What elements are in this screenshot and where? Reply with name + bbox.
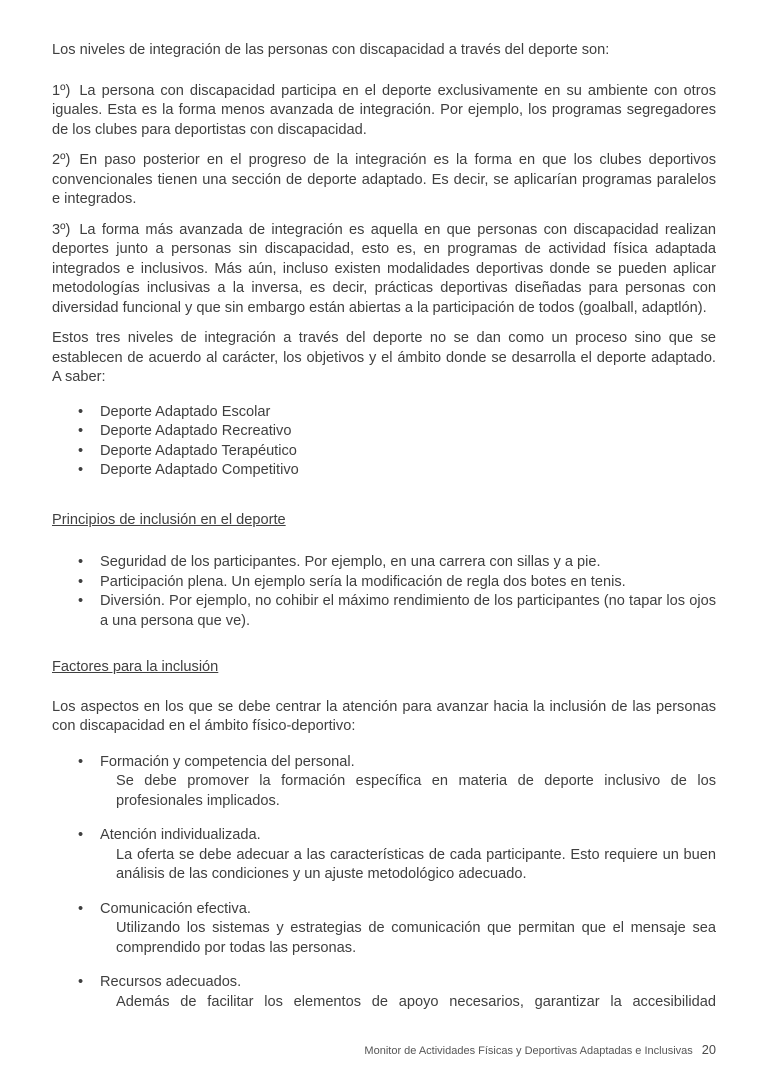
list-item-label: Diversión. Por ejemplo, no cohibir el máximo rendimiento de los participantes (no tapar los ojos a una persona que ve). xyxy=(100,593,716,629)
factor-item xyxy=(52,973,716,1012)
bullet-icon: • xyxy=(78,753,84,770)
bullet-icon: • xyxy=(78,462,84,478)
factors-intro-paragraph: Los aspectos en los que se debe centrar la atención para avanzar hacia la inclusión de las personas con discapacidad en el ámbito físico-deportivo: xyxy=(52,698,716,734)
ordinal-marker: 2º) xyxy=(52,152,71,168)
factor-description: Se debe promover la formación específica en materia de deporte inclusivo de los profesionales implicados. xyxy=(116,773,716,809)
bullet-icon: • xyxy=(78,593,84,609)
factor-body xyxy=(100,826,716,885)
list-item-label: Deporte Adaptado Terapéutico xyxy=(100,442,297,459)
level-paragraph-1 xyxy=(52,82,716,141)
factor-title: Formación y competencia del personal. xyxy=(100,753,355,770)
factors-list xyxy=(52,753,716,1013)
principles-list xyxy=(52,553,716,631)
factor-description: Utilizando los sistemas y estrategias de comunicación que permitan que el mensaje sea comprendido por todas las personas. xyxy=(116,920,716,956)
factor-title: Recursos adecuados. xyxy=(100,974,242,990)
summary-paragraph: Estos tres niveles de integración a través del deporte no se dan como un proceso sino que se establecen de acuerdo al carácter, los objetivos y el ámbito donde se desarrolla el deporte adaptado. A saber: xyxy=(52,330,716,385)
list-item-label: Seguridad de los participantes. Por ejemplo, en una carrera con sillas y a pie. xyxy=(100,554,601,570)
list-item xyxy=(52,592,716,631)
factor-body xyxy=(100,753,716,812)
list-item xyxy=(52,573,716,593)
footer-title: Monitor de Actividades Físicas y Deportivas Adaptadas e Inclusivas xyxy=(364,1045,693,1057)
list-item xyxy=(52,442,716,462)
list-item-label: Deporte Adaptado Competitivo xyxy=(100,462,299,478)
sport-types-list xyxy=(52,403,716,481)
principles-heading: Principios de inclusión en el deporte xyxy=(52,511,286,528)
list-item xyxy=(52,461,716,481)
level-paragraph-text: La forma más avanzada de integración es aquella en que personas con discapacidad realizan deportes junto a personas sin discapacidad, esto es, en programas de actividad física adaptada integrados e inclusivos. Más aún, incluso existen modalidades deportivas donde se pueden aplicar metodologías inclusivas a la inversa, es decir, prácticas deportivas diseñadas para personas con diversidad funcional y que sin embargo están abiertas a la participación de todos (goalball, adaptlón). xyxy=(52,221,716,316)
list-item xyxy=(52,403,716,423)
factor-body xyxy=(100,900,716,959)
bullet-icon: • xyxy=(78,900,84,917)
factor-item xyxy=(52,900,716,959)
ordinal-marker: 1º) xyxy=(52,82,71,99)
ordinal-marker: 3º) xyxy=(52,221,71,238)
bullet-icon: • xyxy=(78,554,84,570)
list-item xyxy=(52,553,716,573)
page-footer xyxy=(364,1043,716,1058)
intro-paragraph: Los niveles de integración de las personas con discapacidad a través del deporte son: xyxy=(52,42,610,58)
bullet-icon: • xyxy=(78,974,84,990)
level-paragraph-text: La persona con discapacidad participa en el deporte exclusivamente en su ambiente con otros iguales. Esta es la forma menos avanzada de integración. Por ejemplo, los programas segregadores de los clubes para deportistas con discapacidad. xyxy=(52,82,716,138)
bullet-icon: • xyxy=(78,442,84,459)
factors-heading: Factores para la inclusión xyxy=(52,659,219,675)
bullet-icon: • xyxy=(78,573,84,590)
factor-description: Además de facilitar los elementos de apoyo necesarios, garantizar la accesibilidad xyxy=(116,993,716,1010)
level-paragraph-3 xyxy=(52,221,716,319)
list-item-label: Deporte Adaptado Recreativo xyxy=(100,423,292,439)
factor-item xyxy=(52,753,716,812)
factor-description: La oferta se debe adecuar a las características de cada participante. Esto requiere un buen análisis de las condiciones y un ajuste metodológico adecuado. xyxy=(116,846,716,882)
factor-body xyxy=(100,973,716,1012)
factor-item xyxy=(52,826,716,885)
bullet-icon: • xyxy=(78,403,84,420)
list-item-label: Participación plena. Un ejemplo sería la modificación de regla dos botes en tenis. xyxy=(100,573,626,590)
page-number: 20 xyxy=(701,1042,716,1057)
level-paragraph-2 xyxy=(52,151,716,210)
list-item xyxy=(52,422,716,442)
list-item-label: Deporte Adaptado Escolar xyxy=(100,403,271,420)
factor-title: Comunicación efectiva. xyxy=(100,900,251,917)
level-paragraph-text: En paso posterior en el progreso de la integración es la forma en que los clubes deportivos convencionales tienen una sección de deporte adaptado. Es decir, se aplicarían programas paralelos e integrados. xyxy=(52,152,716,207)
factor-title: Atención individualizada. xyxy=(100,827,261,843)
bullet-icon: • xyxy=(78,423,84,439)
bullet-icon: • xyxy=(78,827,84,843)
